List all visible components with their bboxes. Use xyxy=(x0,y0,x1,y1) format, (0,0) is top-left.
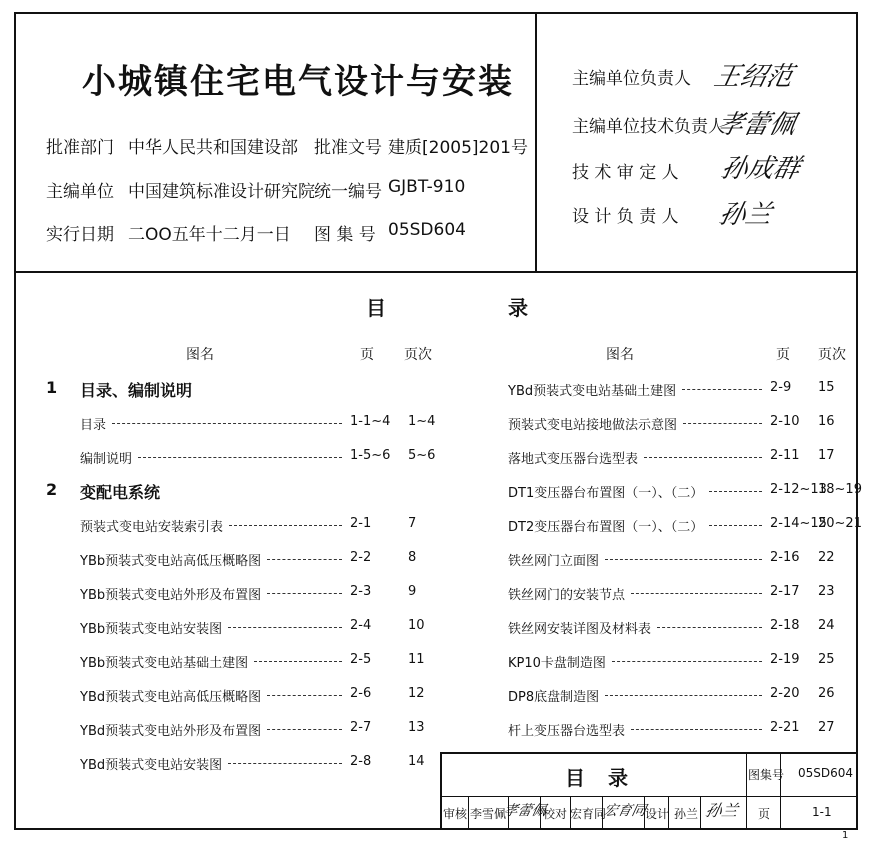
approval-dept-label: 批准部门 xyxy=(46,138,114,158)
toc-item-name: 目录 xyxy=(80,418,107,433)
toc-item-page: 2-4 xyxy=(350,618,372,633)
toc-item-seq: 27 xyxy=(818,720,835,735)
approval-dept-value: 中华人民共和国建设部 xyxy=(128,138,298,158)
handwritten-signature: 孝蕾佩 xyxy=(714,110,799,140)
page-label: 页 xyxy=(758,807,771,821)
leader-line xyxy=(605,695,762,696)
leader-line xyxy=(631,729,762,730)
toc-item-page: 1-1~4 xyxy=(350,414,391,429)
toc-item-seq: 26 xyxy=(818,686,835,701)
toc-item-name: YBb预装式变电站基础土建图 xyxy=(80,656,249,671)
leader-line xyxy=(631,593,762,594)
toc-item-seq: 8 xyxy=(408,550,417,565)
toc-heading-left: 目 xyxy=(366,296,386,320)
toc-item-page: 2-3 xyxy=(350,584,372,599)
title-block-divider xyxy=(780,752,781,830)
toc-item-name: 编制说明 xyxy=(80,452,133,467)
leader-line xyxy=(229,525,342,526)
toc-item-seq: 24 xyxy=(818,618,835,633)
approval-doc-value: 建质[2005]201号 xyxy=(388,138,528,158)
toc-item-page: 2-12~13 xyxy=(770,482,827,497)
toc-item-name: 预装式变电站安装索引表 xyxy=(80,520,224,535)
effective-date-label: 实行日期 xyxy=(46,225,114,245)
toc-item-name: 预装式变电站接地做法示意图 xyxy=(508,418,678,433)
toc-item-page: 2-21 xyxy=(770,720,800,735)
toc-item-page: 2-17 xyxy=(770,584,800,599)
toc-item-name: YBb预装式变电站安装图 xyxy=(80,622,223,637)
title-block-top-line xyxy=(440,752,858,754)
signature-role: 技 术 审 定 人 xyxy=(572,163,679,183)
review-label: 审核 xyxy=(443,807,468,821)
title-block-mid-line xyxy=(440,796,858,797)
toc-item-seq: 25 xyxy=(818,652,835,667)
leader-line xyxy=(112,423,342,424)
toc-item-page: 2-1 xyxy=(350,516,372,531)
handwritten-signature: 王绍范 xyxy=(711,62,796,92)
toc-item-seq: 22 xyxy=(818,550,835,565)
toc-item-seq: 9 xyxy=(408,584,417,599)
review-signature: 孝蕾佩 xyxy=(502,803,548,819)
approval-doc-label: 批准文号 xyxy=(314,138,382,158)
col-header-page: 页 xyxy=(776,347,790,363)
header-bottom-line xyxy=(14,271,858,273)
toc-item-seq: 10 xyxy=(408,618,425,633)
toc-item-seq: 14 xyxy=(408,754,425,769)
toc-item-name: YBd预装式变电站基础土建图 xyxy=(508,384,677,399)
design-signature: 孙兰 xyxy=(703,801,740,820)
section-number: 2 xyxy=(46,480,58,499)
toc-item-name: 铁丝网安装详图及材料表 xyxy=(508,622,652,637)
editor-unit-value: 中国建筑标准设计研究院 xyxy=(128,182,315,202)
title-block-atlas-value: 05SD604 xyxy=(798,766,854,780)
cell-divider xyxy=(700,796,701,830)
toc-item-seq: 1~4 xyxy=(408,414,436,429)
col-header-seq: 页次 xyxy=(404,347,432,363)
toc-item-seq: 20~21 xyxy=(818,516,862,531)
section-title: 目录、编制说明 xyxy=(80,381,193,400)
leader-line xyxy=(644,457,762,458)
leader-line xyxy=(657,627,762,628)
toc-item-name: DP8底盘制造图 xyxy=(508,690,600,705)
atlas-no-value: 05SD604 xyxy=(388,220,466,240)
check-name: 宏育同 xyxy=(570,807,607,821)
toc-item-name: YBd预装式变电站外形及布置图 xyxy=(80,724,262,739)
handwritten-signature: 孙兰 xyxy=(716,200,775,230)
toc-item-name: YBb预装式变电站外形及布置图 xyxy=(80,588,262,603)
section-title: 变配电系统 xyxy=(80,483,161,502)
title-block-title: 目 录 xyxy=(565,766,636,790)
leader-line xyxy=(228,763,342,764)
header-divider xyxy=(535,12,537,272)
toc-item-page: 2-11 xyxy=(770,448,800,463)
signature-role: 主编单位负责人 xyxy=(572,69,691,89)
leader-line xyxy=(605,559,762,560)
title-block-left-line xyxy=(440,752,442,830)
col-header-page: 页 xyxy=(360,347,374,363)
leader-line xyxy=(267,559,342,560)
page-number: 1 xyxy=(842,830,849,841)
toc-item-name: 铁丝网门的安装节点 xyxy=(508,588,626,603)
toc-item-name: 杆上变压器台选型表 xyxy=(508,724,626,739)
title-block-divider xyxy=(746,752,747,830)
toc-item-seq: 13 xyxy=(408,720,425,735)
toc-item-page: 2-9 xyxy=(770,380,792,395)
toc-item-page: 2-14~15 xyxy=(770,516,827,531)
effective-date-value: 二OO五年十二月一日 xyxy=(128,225,291,245)
section-number: 1 xyxy=(46,378,58,397)
leader-line xyxy=(612,661,762,662)
toc-item-name: YBd预装式变电站高低压概略图 xyxy=(80,690,262,705)
leader-line xyxy=(228,627,342,628)
review-name: 李雪佩 xyxy=(470,807,507,821)
handwritten-signature: 孙成群 xyxy=(718,154,803,184)
leader-line xyxy=(682,389,762,390)
toc-item-name: YBb预装式变电站高低压概略图 xyxy=(80,554,262,569)
col-header-seq: 页次 xyxy=(818,347,846,363)
toc-item-name: DT2变压器台布置图（一）、（二） xyxy=(508,520,704,535)
atlas-no-label: 图 集 号 xyxy=(314,225,376,245)
toc-item-seq: 7 xyxy=(408,516,417,531)
design-name: 孙兰 xyxy=(674,807,699,821)
toc-item-page: 2-6 xyxy=(350,686,372,701)
toc-item-name: 落地式变压器台选型表 xyxy=(508,452,639,467)
leader-line xyxy=(254,661,342,662)
col-header-name: 图名 xyxy=(606,347,634,363)
toc-item-page: 2-20 xyxy=(770,686,800,701)
page-value: 1-1 xyxy=(812,805,832,819)
toc-item-page: 2-8 xyxy=(350,754,372,769)
unified-no-label: 统一编号 xyxy=(314,182,382,202)
toc-item-page: 2-5 xyxy=(350,652,372,667)
toc-item-seq: 23 xyxy=(818,584,835,599)
unified-no-value: GJBT-910 xyxy=(388,177,466,197)
toc-heading-right: 录 xyxy=(508,296,528,320)
signature-role: 设 计 负 责 人 xyxy=(572,207,679,227)
signature-role: 主编单位技术负责人 xyxy=(572,117,725,137)
toc-item-seq: 11 xyxy=(408,652,425,667)
toc-item-page: 2-10 xyxy=(770,414,800,429)
leader-line xyxy=(683,423,762,424)
design-label: 设计 xyxy=(645,807,670,821)
toc-item-name: KP10卡盘制造图 xyxy=(508,656,606,671)
cell-divider xyxy=(468,796,469,830)
toc-item-page: 2-2 xyxy=(350,550,372,565)
toc-item-seq: 15 xyxy=(818,380,835,395)
col-header-name: 图名 xyxy=(186,347,214,363)
toc-item-seq: 17 xyxy=(818,448,835,463)
leader-line xyxy=(138,457,342,458)
toc-item-seq: 5~6 xyxy=(408,448,436,463)
toc-item-name: DT1变压器台布置图（一）、（二） xyxy=(508,486,704,501)
toc-item-name: 铁丝网门立面图 xyxy=(508,554,600,569)
leader-line xyxy=(267,593,342,594)
toc-item-page: 1-5~6 xyxy=(350,448,391,463)
toc-item-page: 2-18 xyxy=(770,618,800,633)
leader-line xyxy=(709,491,762,492)
leader-line xyxy=(267,729,342,730)
title-block-atlas-label: 图集号 xyxy=(748,768,785,782)
toc-item-page: 2-16 xyxy=(770,550,800,565)
toc-item-page: 2-19 xyxy=(770,652,800,667)
toc-item-seq: 18~19 xyxy=(818,482,862,497)
leader-line xyxy=(267,695,342,696)
toc-item-seq: 12 xyxy=(408,686,425,701)
leader-line xyxy=(709,525,762,526)
check-label: 校对 xyxy=(543,807,568,821)
editor-unit-label: 主编单位 xyxy=(46,182,114,202)
check-signature: 宏育同 xyxy=(602,803,648,819)
document-title: 小城镇住宅电气设计与安装 xyxy=(82,62,514,102)
toc-item-name: YBd预装式变电站安装图 xyxy=(80,758,223,773)
toc-item-page: 2-7 xyxy=(350,720,372,735)
toc-item-seq: 16 xyxy=(818,414,835,429)
